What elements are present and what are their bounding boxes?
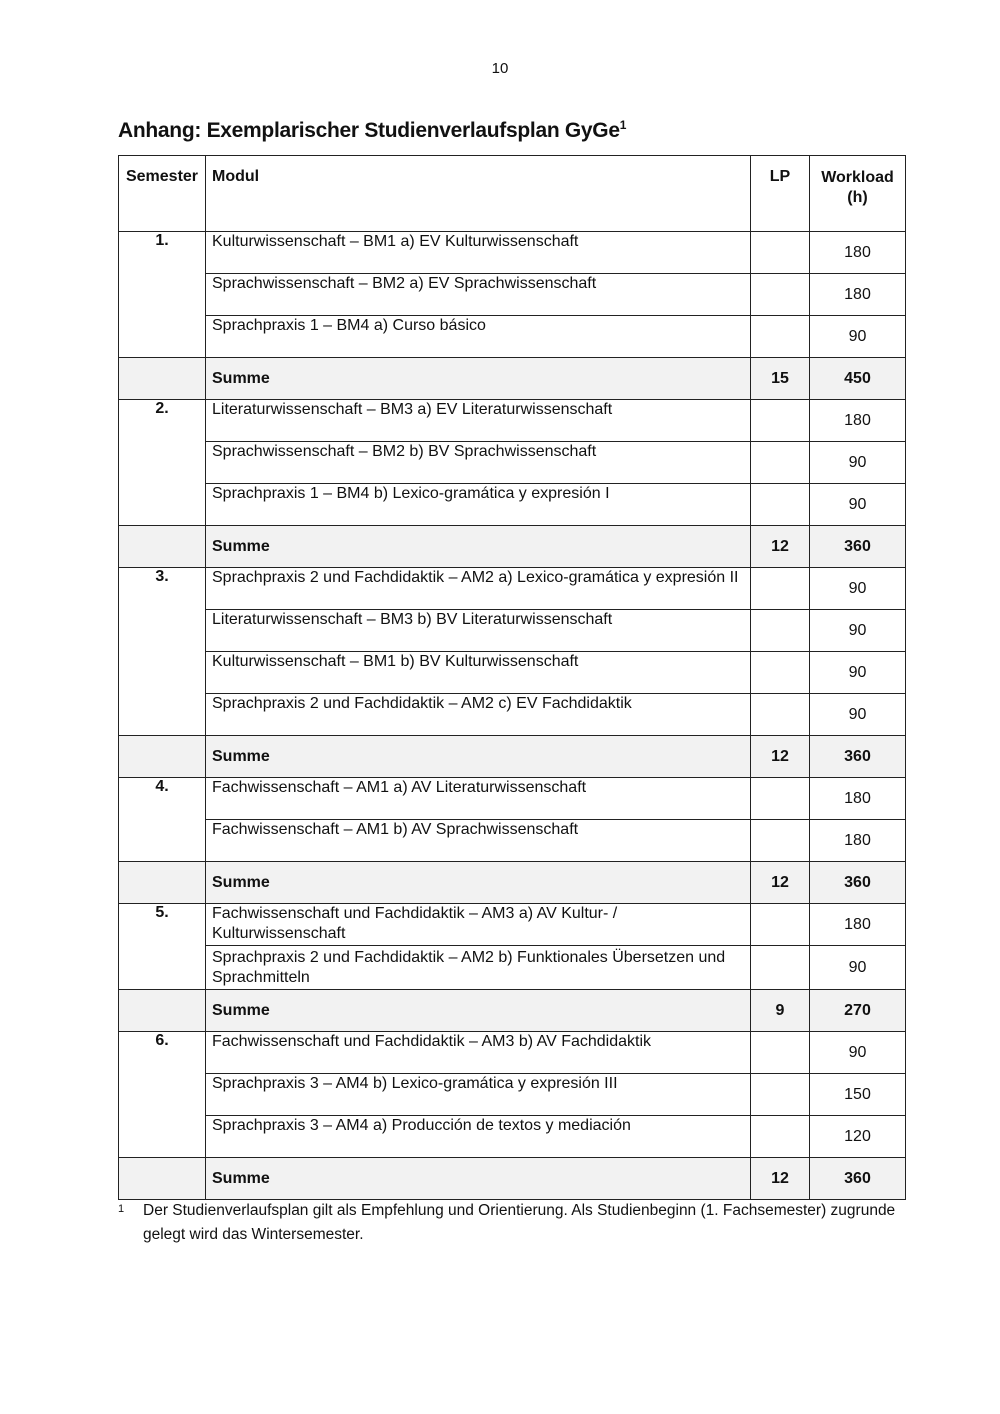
modul-cell: Fachwissenschaft und Fachdidaktik – AM3 a) AV Kultur- / Kulturwissenschaft xyxy=(206,904,751,946)
sum-workload: 360 xyxy=(810,526,906,568)
header-modul: Modul xyxy=(206,156,751,232)
table-row xyxy=(119,1032,906,1074)
workload-cell: 150 xyxy=(810,1074,906,1116)
table-row xyxy=(119,274,906,316)
sum-lp: 12 xyxy=(751,526,810,568)
sum-workload: 360 xyxy=(810,1158,906,1200)
sum-lp: 9 xyxy=(751,990,810,1032)
modul-cell: Fachwissenschaft und Fachdidaktik – AM3 b) AV Fachdidaktik xyxy=(206,1032,751,1074)
workload-cell: 180 xyxy=(810,232,906,274)
semester-label: 4. xyxy=(119,778,206,862)
workload-cell: 180 xyxy=(810,400,906,442)
workload-cell: 180 xyxy=(810,274,906,316)
sum-row xyxy=(119,526,906,568)
sum-label: Summe xyxy=(206,526,751,568)
sum-workload: 270 xyxy=(810,990,906,1032)
workload-cell: 180 xyxy=(810,820,906,862)
modul-cell: Sprachpraxis 3 – AM4 a) Producción de textos y mediación xyxy=(206,1116,751,1158)
table-row xyxy=(119,484,906,526)
sum-lp: 15 xyxy=(751,358,810,400)
workload-cell: 120 xyxy=(810,1116,906,1158)
workload-cell: 90 xyxy=(810,652,906,694)
workload-cell: 180 xyxy=(810,904,906,946)
sum-semester-cell xyxy=(119,736,206,778)
modul-cell: Sprachpraxis 3 – AM4 b) Lexico-gramática y expresión III xyxy=(206,1074,751,1116)
lp-cell xyxy=(751,1116,810,1158)
modul-cell: Sprachpraxis 2 und Fachdidaktik – AM2 a) Lexico-gramática y expresión II xyxy=(206,568,751,610)
sum-label: Summe xyxy=(206,990,751,1032)
table-row xyxy=(119,568,906,610)
modul-cell: Literaturwissenschaft – BM3 a) EV Literaturwissenschaft xyxy=(206,400,751,442)
sum-row xyxy=(119,358,906,400)
lp-cell xyxy=(751,610,810,652)
table-row xyxy=(119,316,906,358)
modul-cell: Sprachpraxis 2 und Fachdidaktik – AM2 c) EV Fachdidaktik xyxy=(206,694,751,736)
semester-label: 5. xyxy=(119,904,206,990)
sum-workload: 360 xyxy=(810,862,906,904)
sum-semester-cell xyxy=(119,1158,206,1200)
footnote-text: Der Studienverlaufsplan gilt als Empfehlung und Orientierung. Als Studienbeginn (1. Fachsemester) zugrunde gelegt wird das Wintersemester. xyxy=(143,1202,896,1243)
semester-label: 3. xyxy=(119,568,206,736)
table-row xyxy=(119,946,906,990)
table-row xyxy=(119,904,906,946)
workload-cell: 90 xyxy=(810,484,906,526)
sum-lp: 12 xyxy=(751,1158,810,1200)
sum-label: Summe xyxy=(206,358,751,400)
table-row xyxy=(119,778,906,820)
sum-row xyxy=(119,1158,906,1200)
sum-workload: 360 xyxy=(810,736,906,778)
study-plan-table xyxy=(118,155,906,1200)
table-row xyxy=(119,442,906,484)
lp-cell xyxy=(751,442,810,484)
sum-label: Summe xyxy=(206,736,751,778)
table-row xyxy=(119,1074,906,1116)
lp-cell xyxy=(751,568,810,610)
lp-cell xyxy=(751,904,810,946)
table-row xyxy=(119,610,906,652)
semester-label: 6. xyxy=(119,1032,206,1158)
workload-cell: 90 xyxy=(810,568,906,610)
sum-label: Summe xyxy=(206,862,751,904)
sum-semester-cell xyxy=(119,526,206,568)
semester-label: 1. xyxy=(119,232,206,358)
title-text: Anhang: Exemplarischer Studienverlaufsplan GyGe xyxy=(118,119,620,142)
header-workload: Workload (h) xyxy=(810,156,906,232)
table-row xyxy=(119,652,906,694)
sum-semester-cell xyxy=(119,990,206,1032)
lp-cell xyxy=(751,400,810,442)
workload-cell: 90 xyxy=(810,442,906,484)
sum-label: Summe xyxy=(206,1158,751,1200)
modul-cell: Literaturwissenschaft – BM3 b) BV Literaturwissenschaft xyxy=(206,610,751,652)
modul-cell: Sprachwissenschaft – BM2 b) BV Sprachwissenschaft xyxy=(206,442,751,484)
modul-cell: Sprachpraxis 2 und Fachdidaktik – AM2 b) Funktionales Übersetzen und Sprachmitteln xyxy=(206,946,751,990)
workload-cell: 90 xyxy=(810,1032,906,1074)
sum-semester-cell xyxy=(119,862,206,904)
page-number: 10 xyxy=(491,60,509,77)
page-title xyxy=(118,119,626,143)
workload-cell: 90 xyxy=(810,316,906,358)
sum-row xyxy=(119,862,906,904)
footnote xyxy=(118,1199,898,1247)
table-row xyxy=(119,694,906,736)
lp-cell xyxy=(751,820,810,862)
lp-cell xyxy=(751,1032,810,1074)
modul-cell: Sprachpraxis 1 – BM4 a) Curso básico xyxy=(206,316,751,358)
lp-cell xyxy=(751,316,810,358)
table-header-row xyxy=(119,156,906,232)
sum-semester-cell xyxy=(119,358,206,400)
sum-workload: 450 xyxy=(810,358,906,400)
lp-cell xyxy=(751,484,810,526)
header-lp: LP xyxy=(751,156,810,232)
lp-cell xyxy=(751,232,810,274)
header-semester: Semester xyxy=(119,156,206,232)
modul-cell: Fachwissenschaft – AM1 b) AV Sprachwissenschaft xyxy=(206,820,751,862)
workload-cell: 90 xyxy=(810,946,906,990)
sum-row xyxy=(119,990,906,1032)
lp-cell xyxy=(751,694,810,736)
table-row xyxy=(119,820,906,862)
modul-cell: Sprachwissenschaft – BM2 a) EV Sprachwissenschaft xyxy=(206,274,751,316)
lp-cell xyxy=(751,1074,810,1116)
lp-cell xyxy=(751,652,810,694)
sum-lp: 12 xyxy=(751,736,810,778)
workload-cell: 180 xyxy=(810,778,906,820)
sum-row xyxy=(119,736,906,778)
sum-lp: 12 xyxy=(751,862,810,904)
table-row xyxy=(119,400,906,442)
table-body xyxy=(119,232,906,1200)
table-row xyxy=(119,232,906,274)
workload-cell: 90 xyxy=(810,694,906,736)
modul-cell: Kulturwissenschaft – BM1 b) BV Kulturwissenschaft xyxy=(206,652,751,694)
table-row xyxy=(119,1116,906,1158)
modul-cell: Fachwissenschaft – AM1 a) AV Literaturwissenschaft xyxy=(206,778,751,820)
modul-cell: Sprachpraxis 1 – BM4 b) Lexico-gramática y expresión I xyxy=(206,484,751,526)
workload-cell: 90 xyxy=(810,610,906,652)
lp-cell xyxy=(751,274,810,316)
footnote-mark: 1 xyxy=(118,1203,125,1215)
lp-cell xyxy=(751,778,810,820)
lp-cell xyxy=(751,946,810,990)
semester-label: 2. xyxy=(119,400,206,526)
modul-cell: Kulturwissenschaft – BM1 a) EV Kulturwissenschaft xyxy=(206,232,751,274)
title-footnote-mark: 1 xyxy=(619,118,627,132)
